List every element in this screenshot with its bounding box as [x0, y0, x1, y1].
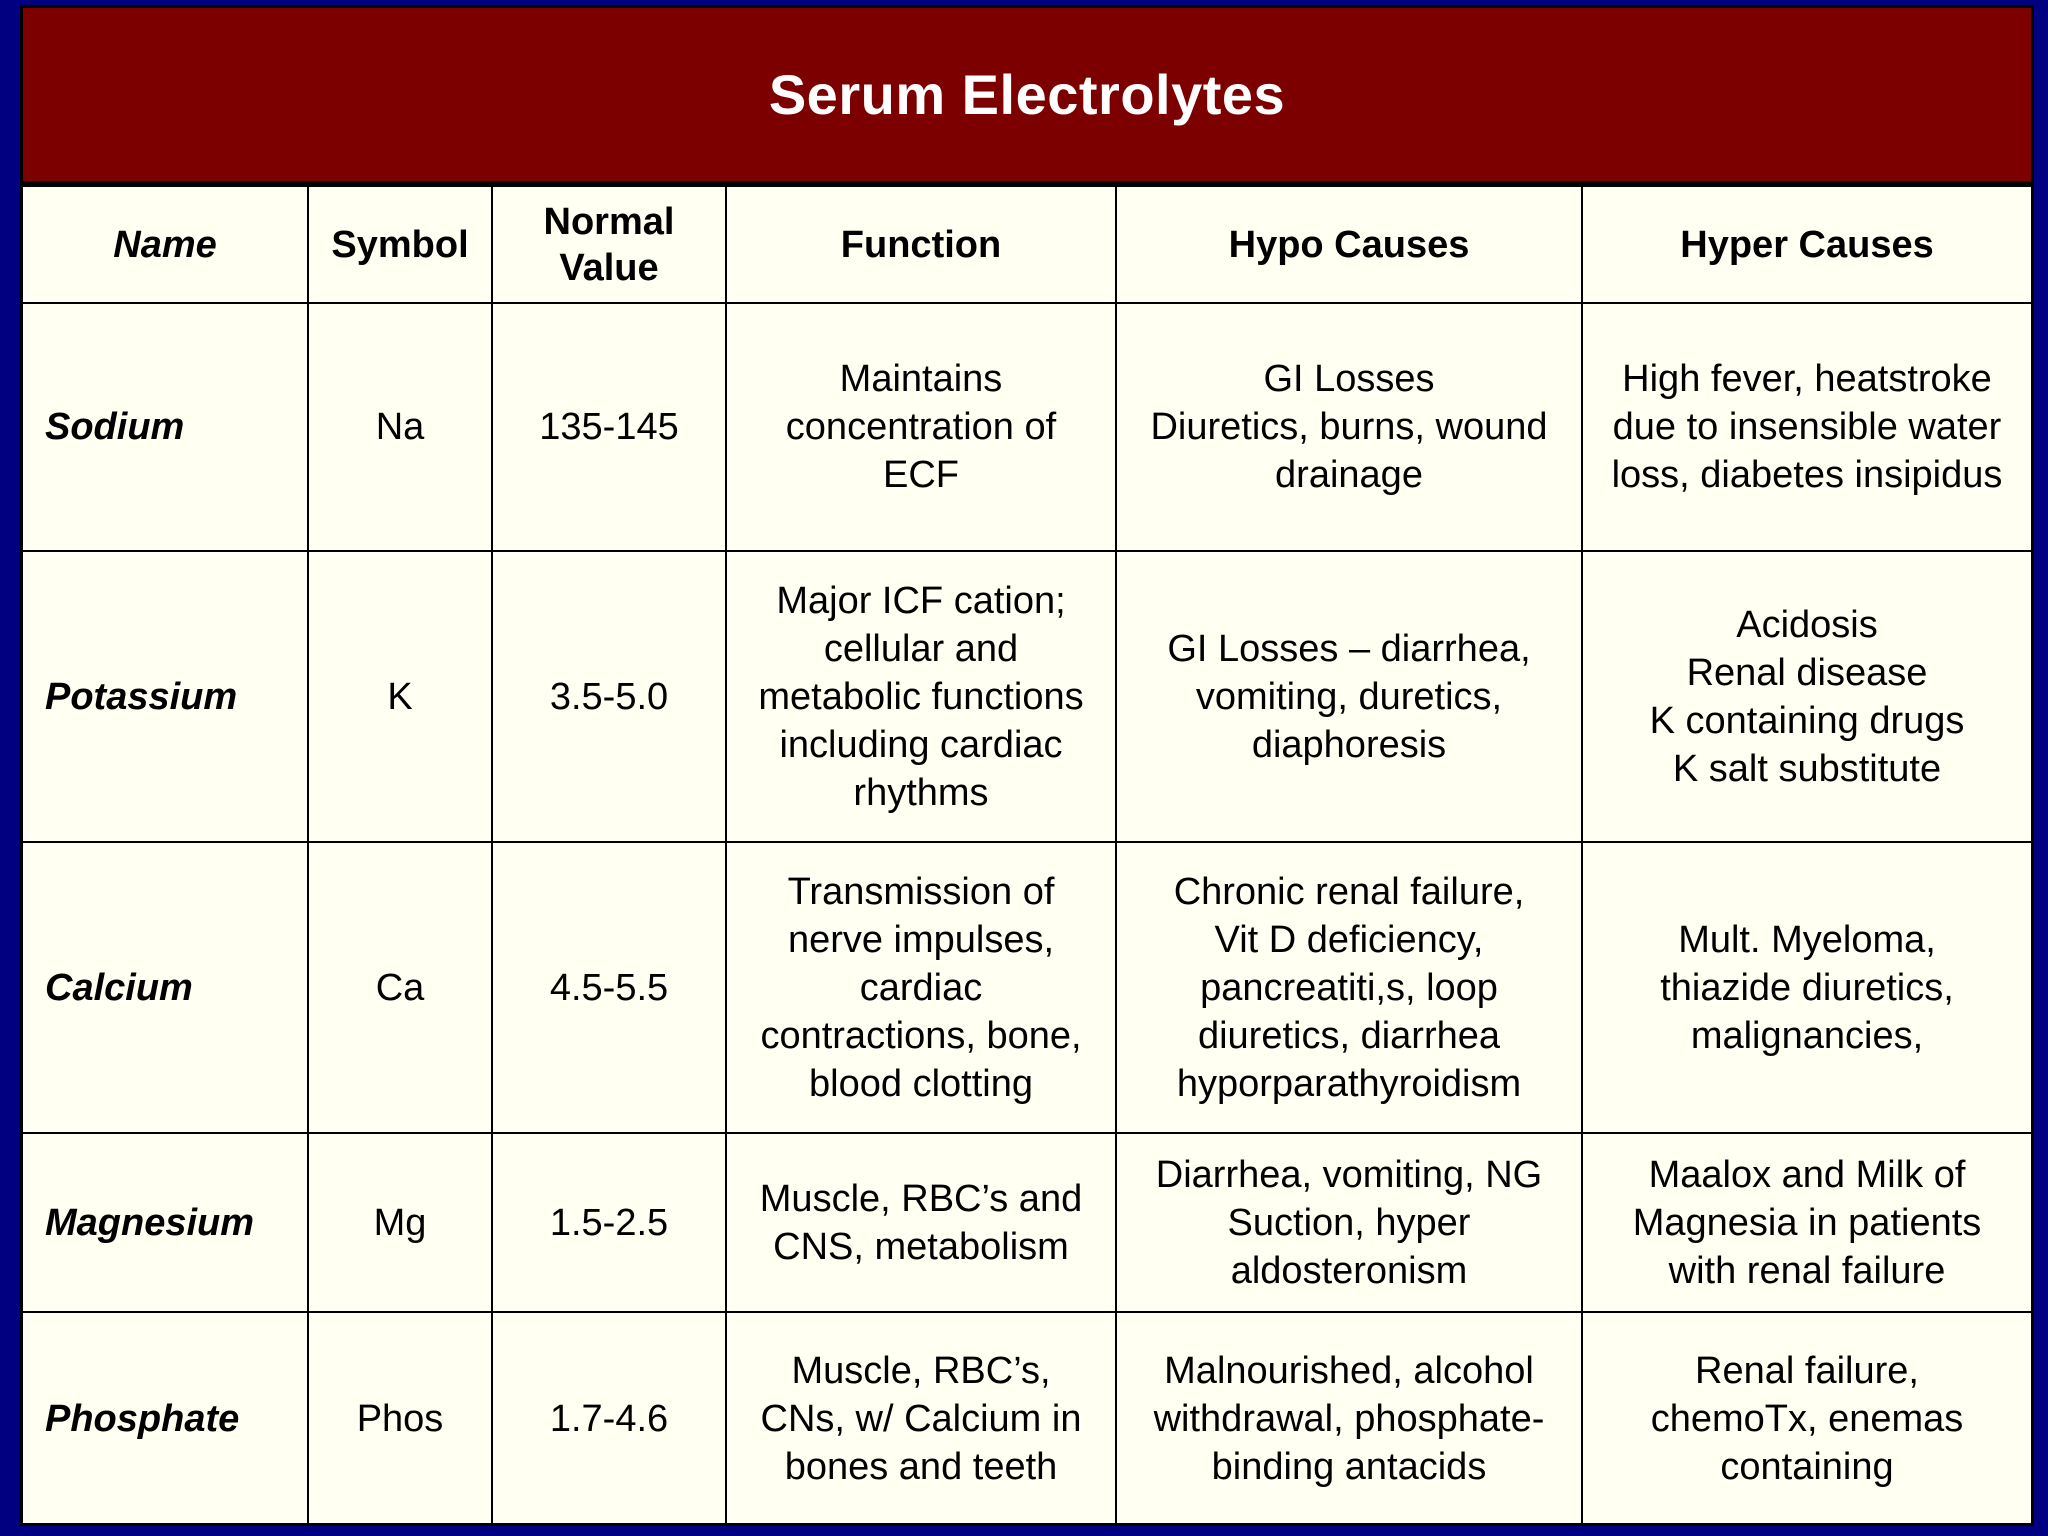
hyper-line: K containing drugs	[1649, 699, 1965, 742]
hyper-line: containing	[1720, 1445, 1894, 1488]
hypo-line: GI Losses	[1263, 358, 1435, 400]
electrolyte-symbol: K	[308, 551, 492, 842]
hypo-line: Diarrhea, vomiting, NG	[1155, 1153, 1543, 1196]
electrolytes-table	[23, 185, 2031, 1524]
function-line: concentration of	[785, 406, 1057, 448]
electrolyte-symbol: Mg	[308, 1133, 492, 1312]
function-line: Muscle, RBC’s and	[759, 1177, 1083, 1220]
function-line: metabolic functions	[758, 675, 1084, 718]
hyper-line: Magnesia in patients	[1632, 1201, 1982, 1244]
electrolyte-hypo-causes	[1116, 1133, 1582, 1312]
hypo-line: Diuretics, burns, wound	[1150, 406, 1548, 448]
electrolyte-normal-value: 3.5-5.0	[492, 551, 726, 842]
electrolyte-function	[726, 1312, 1116, 1524]
table-row	[23, 1133, 2031, 1312]
column-header-normal-value	[492, 186, 726, 303]
hyper-line: loss, diabetes insipidus	[1611, 454, 2003, 496]
hyper-line: due to insensible water	[1612, 406, 2002, 448]
electrolyte-hypo-causes	[1116, 551, 1582, 842]
column-header-hypo-causes: Hypo Causes	[1116, 186, 1582, 303]
function-line: cardiac	[859, 966, 983, 1009]
function-line: including cardiac	[779, 723, 1063, 766]
electrolyte-hypo-causes	[1116, 842, 1582, 1133]
hypo-line: Suction, hyper	[1227, 1201, 1471, 1244]
electrolyte-name: Phosphate	[23, 1312, 308, 1524]
function-line: ECF	[883, 454, 959, 496]
table-row	[23, 842, 2031, 1133]
electrolyte-hyper-causes	[1582, 1312, 2031, 1524]
column-header-normal-value-line: Normal	[543, 200, 675, 243]
slide-title: Serum Electrolytes	[768, 63, 1286, 126]
column-header-function: Function	[726, 186, 1116, 303]
function-line: contractions, bone,	[760, 1014, 1082, 1057]
electrolyte-hypo-causes	[1116, 1312, 1582, 1524]
hyper-line: Acidosis	[1736, 603, 1878, 646]
hyper-line: malignancies,	[1690, 1014, 1924, 1057]
electrolyte-normal-value: 1.7-4.6	[492, 1312, 726, 1524]
hypo-line: diuretics, diarrhea	[1197, 1014, 1501, 1057]
slide	[20, 5, 2034, 1526]
electrolyte-normal-value: 4.5-5.5	[492, 842, 726, 1133]
electrolyte-normal-value: 1.5-2.5	[492, 1133, 726, 1312]
function-line: Major ICF cation;	[776, 579, 1066, 622]
electrolyte-hypo-causes	[1116, 303, 1582, 551]
electrolyte-name: Magnesium	[23, 1133, 308, 1312]
function-line: cellular and	[823, 627, 1019, 670]
hypo-line: withdrawal, phosphate-	[1153, 1397, 1545, 1440]
hyper-line: High fever, heatstroke	[1622, 358, 1992, 400]
hypo-line: GI Losses – diarrhea,	[1167, 627, 1531, 670]
header-row	[23, 186, 2031, 303]
electrolyte-hyper-causes	[1582, 551, 2031, 842]
column-header-normal-value-line: Value	[559, 246, 659, 289]
function-line: nerve impulses,	[787, 918, 1055, 961]
electrolyte-hyper-causes	[1582, 303, 2031, 551]
hypo-line: hyporparathyroidism	[1176, 1062, 1522, 1105]
electrolyte-function	[726, 1133, 1116, 1312]
function-line: bones and teeth	[784, 1445, 1058, 1488]
function-line: Maintains	[839, 358, 1003, 400]
hyper-line: Mult. Myeloma,	[1678, 918, 1936, 961]
hyper-line: Renal failure,	[1695, 1349, 1919, 1392]
hyper-line: Maalox and Milk of	[1648, 1153, 1966, 1196]
hypo-line: pancreatiti,s, loop	[1200, 966, 1498, 1009]
electrolyte-function	[726, 303, 1116, 551]
hypo-line: binding antacids	[1211, 1445, 1487, 1488]
hypo-line: Chronic renal failure,	[1173, 870, 1525, 913]
function-line: rhythms	[853, 771, 989, 814]
hyper-line: chemoTx, enemas	[1650, 1397, 1964, 1440]
hypo-line: vomiting, duretics,	[1195, 675, 1503, 718]
hyper-line: thiazide diuretics,	[1660, 966, 1954, 1009]
hyper-line: Renal disease	[1686, 651, 1928, 694]
function-line: Muscle, RBC’s,	[791, 1349, 1051, 1392]
electrolyte-name: Calcium	[23, 842, 308, 1133]
electrolyte-name: Potassium	[23, 551, 308, 842]
function-line: CNs, w/ Calcium in	[760, 1397, 1082, 1440]
column-header-name: Name	[23, 186, 308, 303]
electrolyte-normal-value: 135-145	[492, 303, 726, 551]
table-row	[23, 1312, 2031, 1524]
function-line: Transmission of	[787, 870, 1055, 913]
hyper-line: K salt substitute	[1672, 747, 1942, 790]
column-header-symbol: Symbol	[308, 186, 492, 303]
hyper-line: with renal failure	[1668, 1249, 1946, 1292]
electrolyte-symbol: Ca	[308, 842, 492, 1133]
function-line: blood clotting	[809, 1062, 1033, 1105]
hypo-line: diaphoresis	[1251, 723, 1447, 766]
function-line: CNS, metabolism	[773, 1225, 1069, 1268]
electrolyte-hyper-causes	[1582, 842, 2031, 1133]
table-row	[23, 303, 2031, 551]
electrolyte-name: Sodium	[23, 303, 308, 551]
column-header-hyper-causes: Hyper Causes	[1582, 186, 2031, 303]
hypo-line: Malnourished, alcohol	[1164, 1349, 1534, 1392]
electrolyte-symbol: Na	[308, 303, 492, 551]
electrolyte-symbol: Phos	[308, 1312, 492, 1524]
electrolyte-function	[726, 842, 1116, 1133]
hypo-line: drainage	[1275, 454, 1423, 496]
title-bar	[23, 8, 2031, 185]
electrolyte-function	[726, 551, 1116, 842]
hypo-line: aldosteronism	[1230, 1249, 1468, 1292]
electrolyte-hyper-causes	[1582, 1133, 2031, 1312]
table-row	[23, 551, 2031, 842]
hypo-line: Vit D deficiency,	[1214, 918, 1484, 961]
